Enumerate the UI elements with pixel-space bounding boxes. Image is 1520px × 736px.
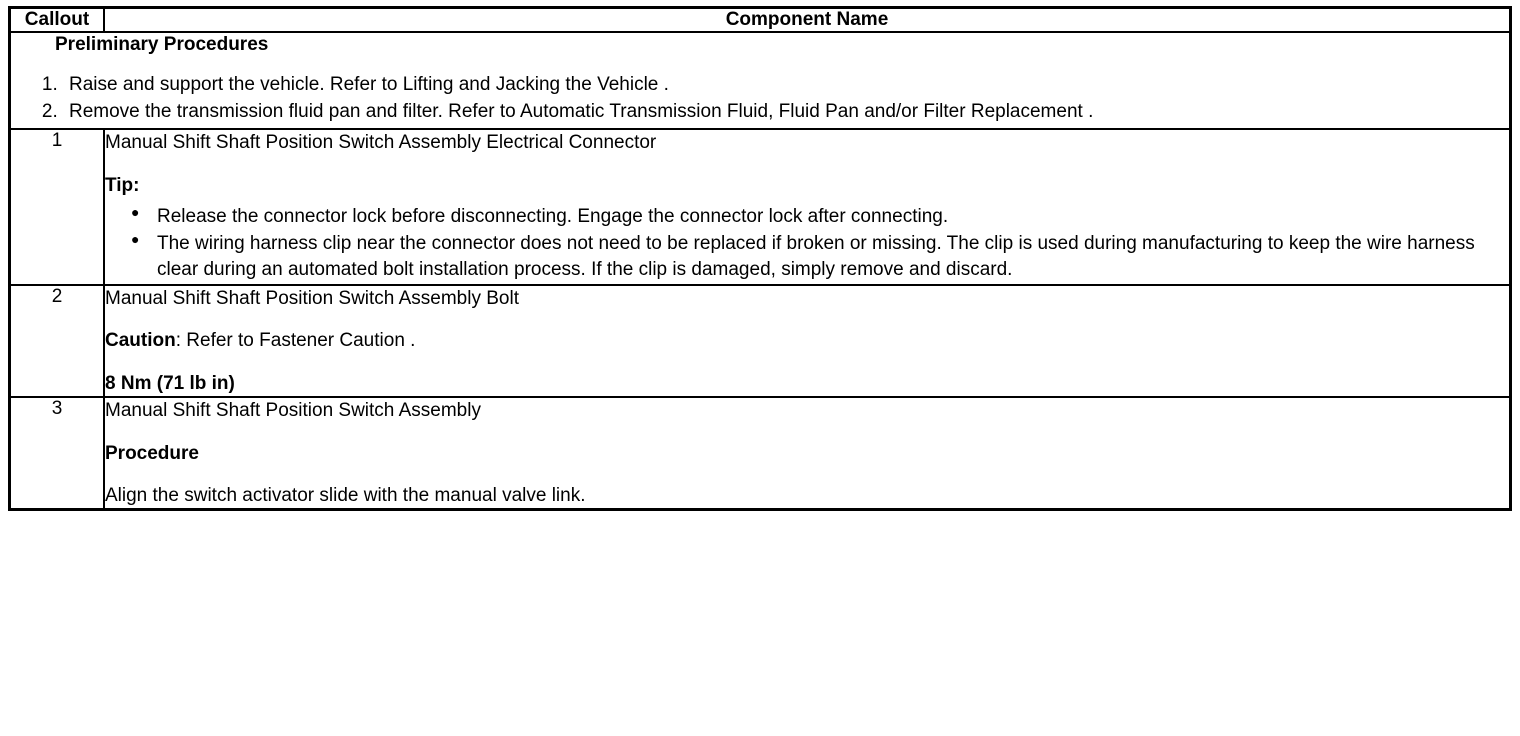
procedure-text-3: Align the switch activator slide with the manual valve link. — [105, 485, 586, 507]
table-row — [10, 397, 1511, 510]
callout-number-3: 3 — [10, 397, 105, 510]
column-header-component-name: Component Name — [104, 8, 1511, 32]
list-item: ● The wiring harness clip near the connector does not need to be replaced if broken or missing. The clip is used during manufacturing to keep the wire harness clear during an automated bolt installation process. If the clip is damaged, simply remove and discard. — [157, 231, 1509, 282]
table-row — [10, 129, 1511, 285]
caution-label-2: Caution — [105, 330, 176, 352]
table-header-row — [10, 8, 1511, 32]
table-row — [10, 285, 1511, 397]
column-header-callout: Callout — [10, 8, 105, 32]
tip-bullet-list-1 — [105, 204, 1509, 282]
list-item: 2. Remove the transmission fluid pan and filter. Refer to Automatic Transmission Fluid, Fluid Pan and/or Filter Replacement . — [63, 99, 1509, 124]
component-table — [8, 6, 1512, 511]
component-name-3: Manual Shift Shaft Position Switch Assembly — [105, 400, 481, 422]
component-name-2: Manual Shift Shaft Position Switch Assembly Bolt — [105, 287, 519, 309]
caution-line-2 — [105, 328, 1509, 353]
torque-spec-2: 8 Nm (71 lb in) — [105, 372, 235, 394]
preliminary-procedures-cell — [10, 32, 1511, 129]
preliminary-procedures-row — [10, 32, 1511, 129]
procedure-label-3: Procedure — [105, 442, 199, 464]
component-description-3 — [104, 397, 1511, 510]
list-item: ● Release the connector lock before disconnecting. Engage the connector lock after connecting. — [157, 204, 1509, 229]
component-description-2 — [104, 285, 1511, 397]
preliminary-procedures-title: Preliminary Procedures — [55, 33, 269, 55]
callout-number-2: 2 — [10, 285, 105, 397]
tip-label-1: Tip: — [105, 174, 140, 196]
component-name-1: Manual Shift Shaft Position Switch Assembly Electrical Connector — [105, 132, 657, 154]
callout-number-1: 1 — [10, 129, 105, 285]
list-item: 1. Raise and support the vehicle. Refer to Lifting and Jacking the Vehicle . — [63, 72, 1509, 97]
caution-text-2: : Refer to Fastener Caution . — [175, 330, 416, 352]
component-description-1 — [104, 129, 1511, 285]
preliminary-steps-list — [11, 72, 1509, 125]
